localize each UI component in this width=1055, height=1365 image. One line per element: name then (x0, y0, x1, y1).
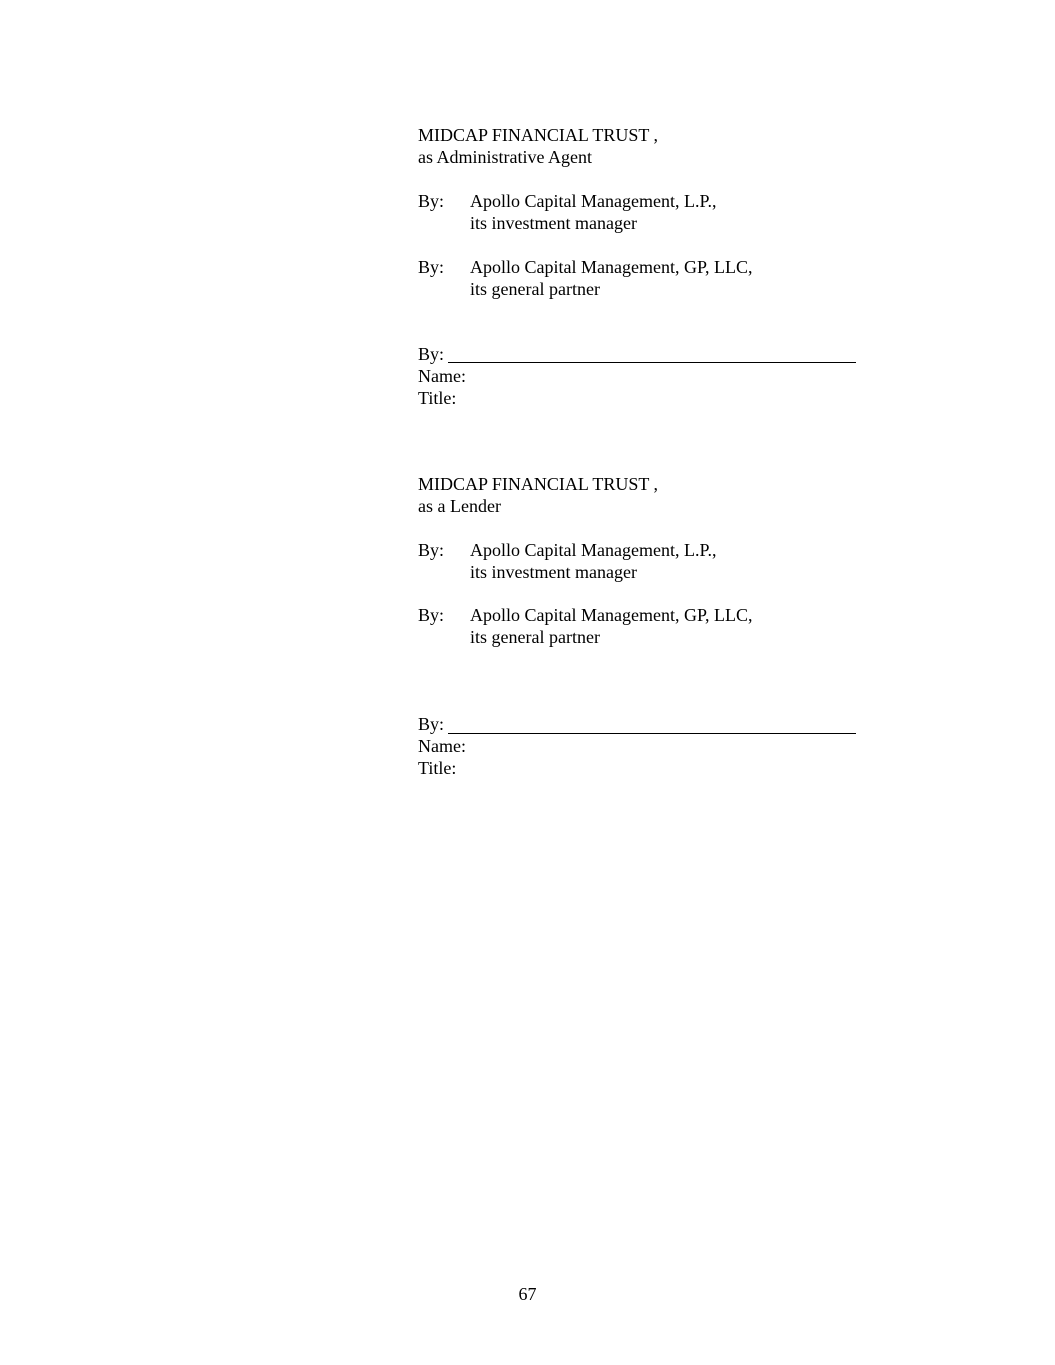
entity-role: as a Lender (418, 496, 501, 516)
by-label: By: (418, 540, 445, 560)
signatory-capacity: its general partner (470, 279, 600, 299)
signatory-name: Apollo Capital Management, GP, LLC, (470, 605, 753, 625)
signature-line (448, 362, 856, 363)
signature-line (448, 733, 856, 734)
entity-role: as Administrative Agent (418, 147, 592, 167)
signatory-name: Apollo Capital Management, L.P., (470, 191, 717, 211)
entity-name: MIDCAP FINANCIAL TRUST , (418, 125, 659, 145)
by-label: By: (418, 605, 445, 625)
signature-title-label: Title: (418, 758, 457, 778)
page-number: 67 (518, 1284, 537, 1304)
entity-name: MIDCAP FINANCIAL TRUST , (418, 474, 659, 494)
signatory-name: Apollo Capital Management, GP, LLC, (470, 257, 753, 277)
signature-name-label: Name: (418, 366, 466, 386)
signature-by-label: By: (418, 344, 445, 364)
signatory-capacity: its investment manager (470, 562, 637, 582)
signatory-name: Apollo Capital Management, L.P., (470, 540, 717, 560)
by-label: By: (418, 257, 445, 277)
by-label: By: (418, 191, 445, 211)
signatory-capacity: its investment manager (470, 213, 637, 233)
signature-name-label: Name: (418, 736, 466, 756)
signature-by-label: By: (418, 714, 445, 734)
signatory-capacity: its general partner (470, 627, 600, 647)
signature-title-label: Title: (418, 388, 457, 408)
